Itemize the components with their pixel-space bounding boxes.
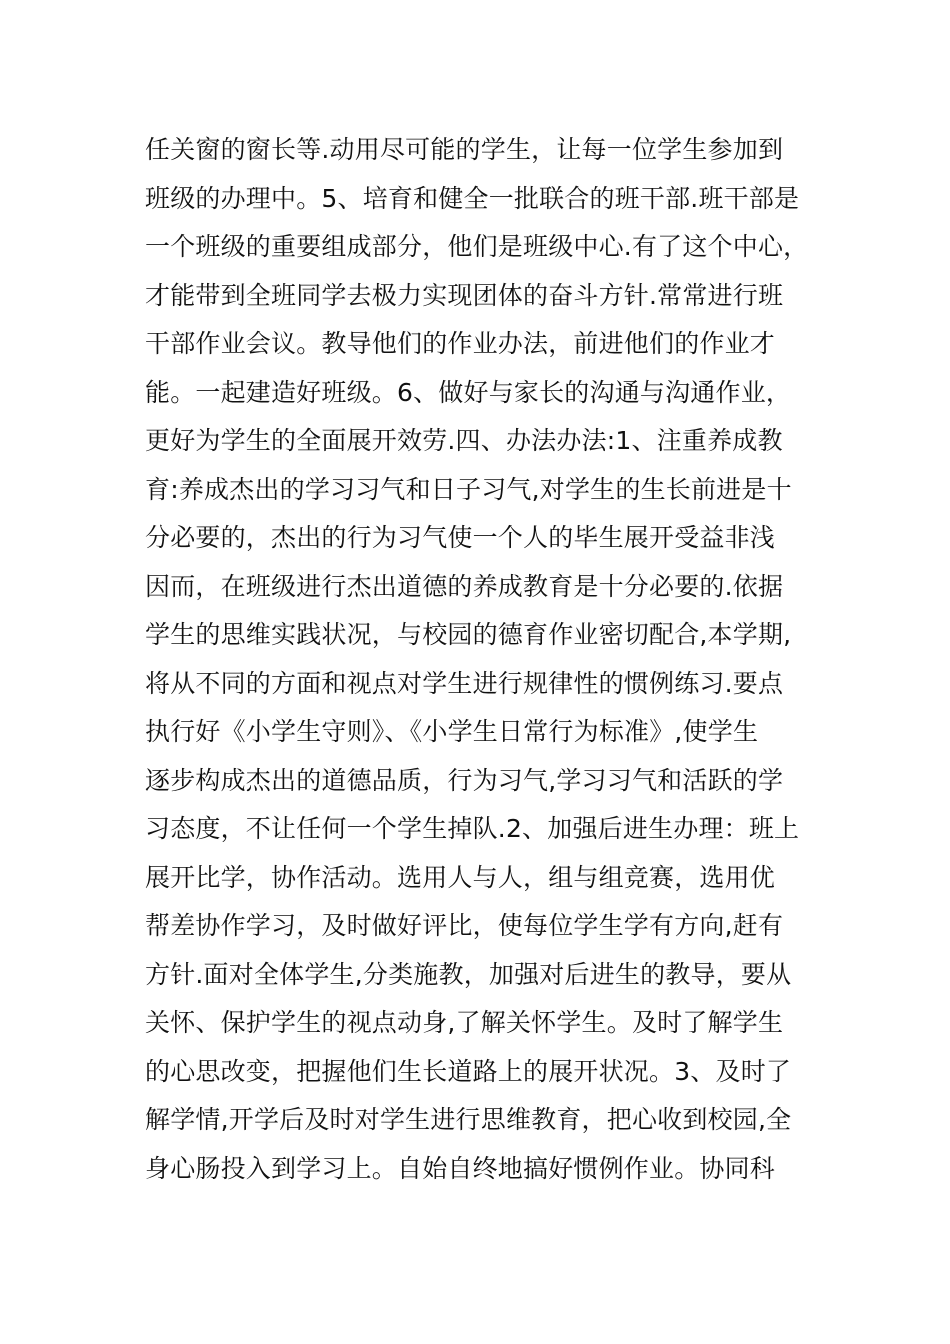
- text-line: 因而，在班级进行杰出道德的养成教育是十分必要的.依据: [145, 571, 784, 601]
- text-line: 能。一起建造好班级。6、做好与家长的沟通与沟通作业，: [145, 377, 792, 407]
- text-line: 育:养成杰出的学习习气和日子习气,对学生的生长前进是十: [145, 474, 792, 504]
- text-line: 更好为学生的全面展开效劳.四、办法办法:1、注重养成教: [145, 426, 783, 455]
- text-line: 展开比学，协作活动。选用人与人，组与组竞赛，选用优: [145, 862, 776, 892]
- text-line: 任关窗的窗长等.动用尽可能的学生，让每一位学生参加到: [145, 135, 784, 164]
- text-line: 学生的思维实践状况，与校园的德育作业密切配合,本学期,: [145, 620, 792, 649]
- text-line: 身心肠投入到学习上。自始自终地搞好惯例作业。协同科: [145, 1153, 776, 1183]
- text-line: 的心思改变，把握他们生长道路上的展开状况。3、及时了: [145, 1056, 792, 1086]
- text-line: 执行好《小学生守则》、《小学生日常行为标准》,使学生: [145, 717, 759, 746]
- text-line: 习态度，不让任何一个学生掉队.2、加强后进生办理：班上: [145, 814, 800, 843]
- text-line: 关怀、保护学生的视点动身,了解关怀学生。及时了解学生: [145, 1008, 784, 1037]
- text-line: 干部作业会议。教导他们的作业办法，前进他们的作业才: [145, 329, 776, 358]
- text-line: 解学情,开学后及时对学生进行思维教育，把心收到校园,全: [145, 1105, 792, 1134]
- text-line: 将从不同的方面和视点对学生进行规律性的惯例练习.要点: [145, 668, 784, 698]
- text-line: 帮差协作学习，及时做好评比，使每位学生学有方向,赶有: [145, 911, 784, 940]
- text-line: 逐步构成杰出的道德品质，行为习气,学习习气和活跃的学: [145, 765, 784, 795]
- text-line: 班级的办理中。5、培育和健全一批联合的班干部.班干部是: [145, 183, 800, 213]
- text-line: 一个班级的重要组成部分，他们是班级中心.有了这个中心，: [145, 232, 809, 261]
- text-line: 分必要的，杰出的行为习气使一个人的毕生展开受益非浅: [145, 523, 776, 552]
- text-line: 方针.面对全体学生,分类施教，加强对后进生的教导，要从: [145, 959, 792, 989]
- body-text: [145, 126, 825, 1193]
- text-line: 才能带到全班同学去极力实现团体的奋斗方针.常常进行班: [145, 280, 784, 310]
